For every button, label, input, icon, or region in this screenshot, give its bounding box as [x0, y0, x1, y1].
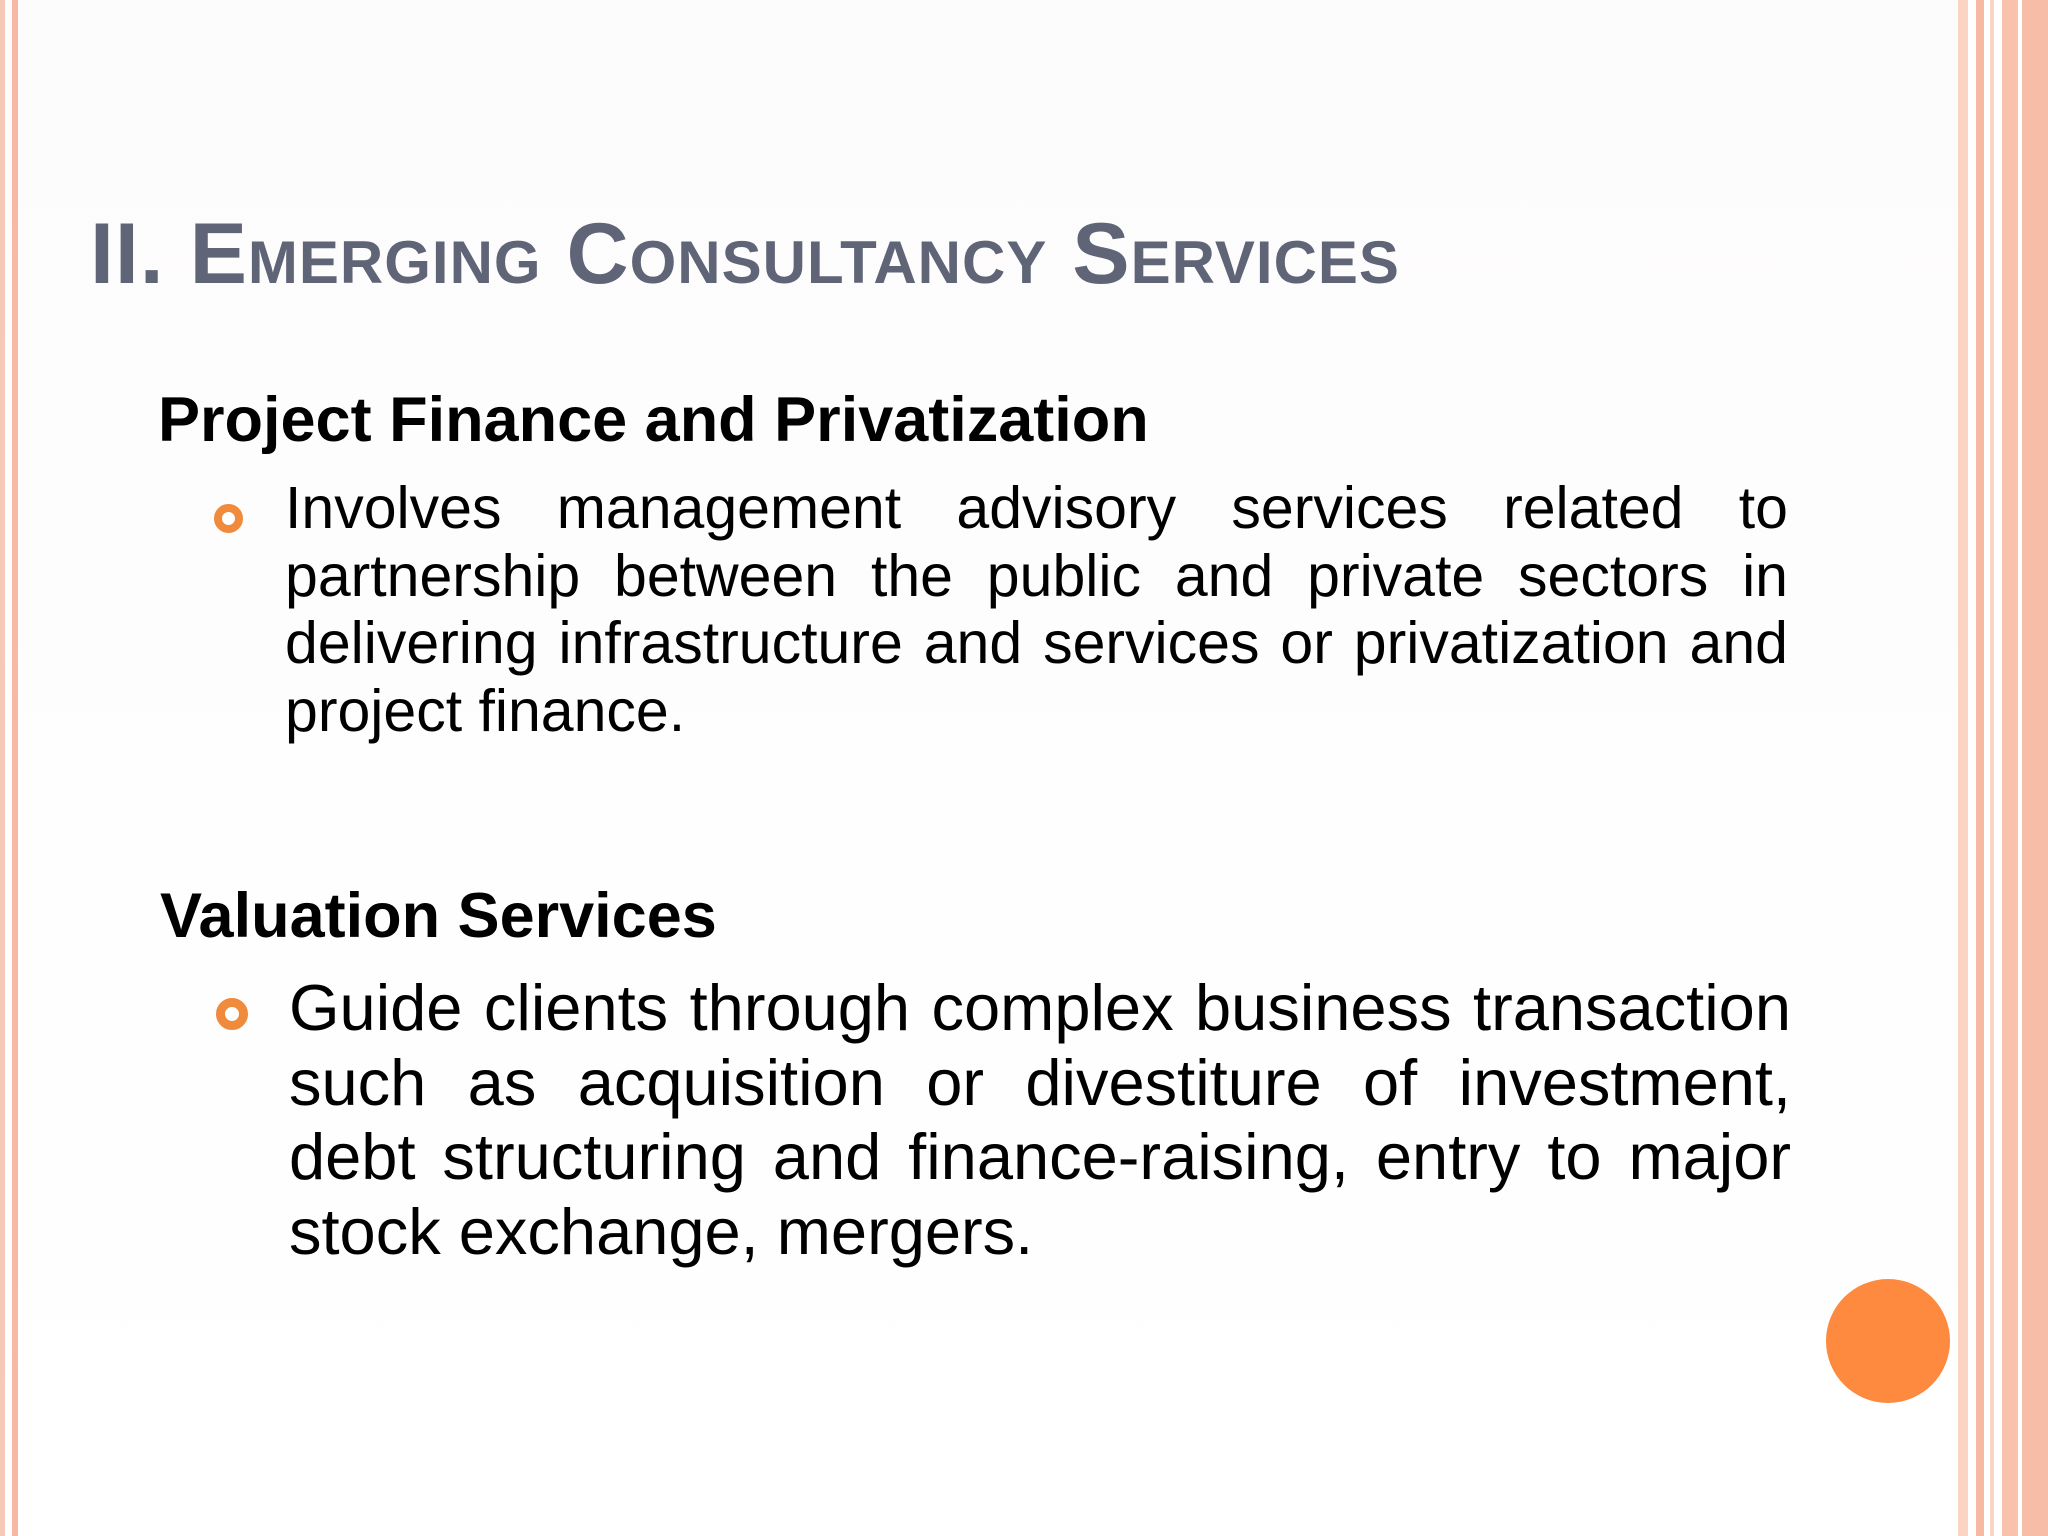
left-border-inner [12, 0, 18, 1536]
ring-bullet-icon [216, 998, 248, 1030]
right-stripe [1968, 0, 1976, 1536]
slide-title: II. Emerging Consultancy Services [90, 206, 1400, 302]
section-heading-project-finance: Project Finance and Privatization [158, 385, 1149, 455]
right-stripe [2022, 0, 2048, 1536]
orange-circle-decoration [1826, 1279, 1950, 1403]
bullet-text-project-finance: Involves management advisory services related to partnership between the public and private sectors in delivering infrastructure and services or privatization and project finance. [285, 475, 1788, 744]
right-stripe [1976, 0, 1984, 1536]
bullet-text-valuation: Guide clients through complex business transaction such as acquisition or divestiture of investment, debt structuring and finance-raising, entry to major stock exchange, mergers. [289, 971, 1791, 1268]
right-stripe [1994, 0, 2002, 1536]
ring-bullet-icon [214, 504, 243, 533]
section-heading-valuation: Valuation Services [160, 881, 717, 951]
right-stripe [1958, 0, 1968, 1536]
left-border-outer [0, 0, 5, 1536]
right-stripe [2002, 0, 2018, 1536]
